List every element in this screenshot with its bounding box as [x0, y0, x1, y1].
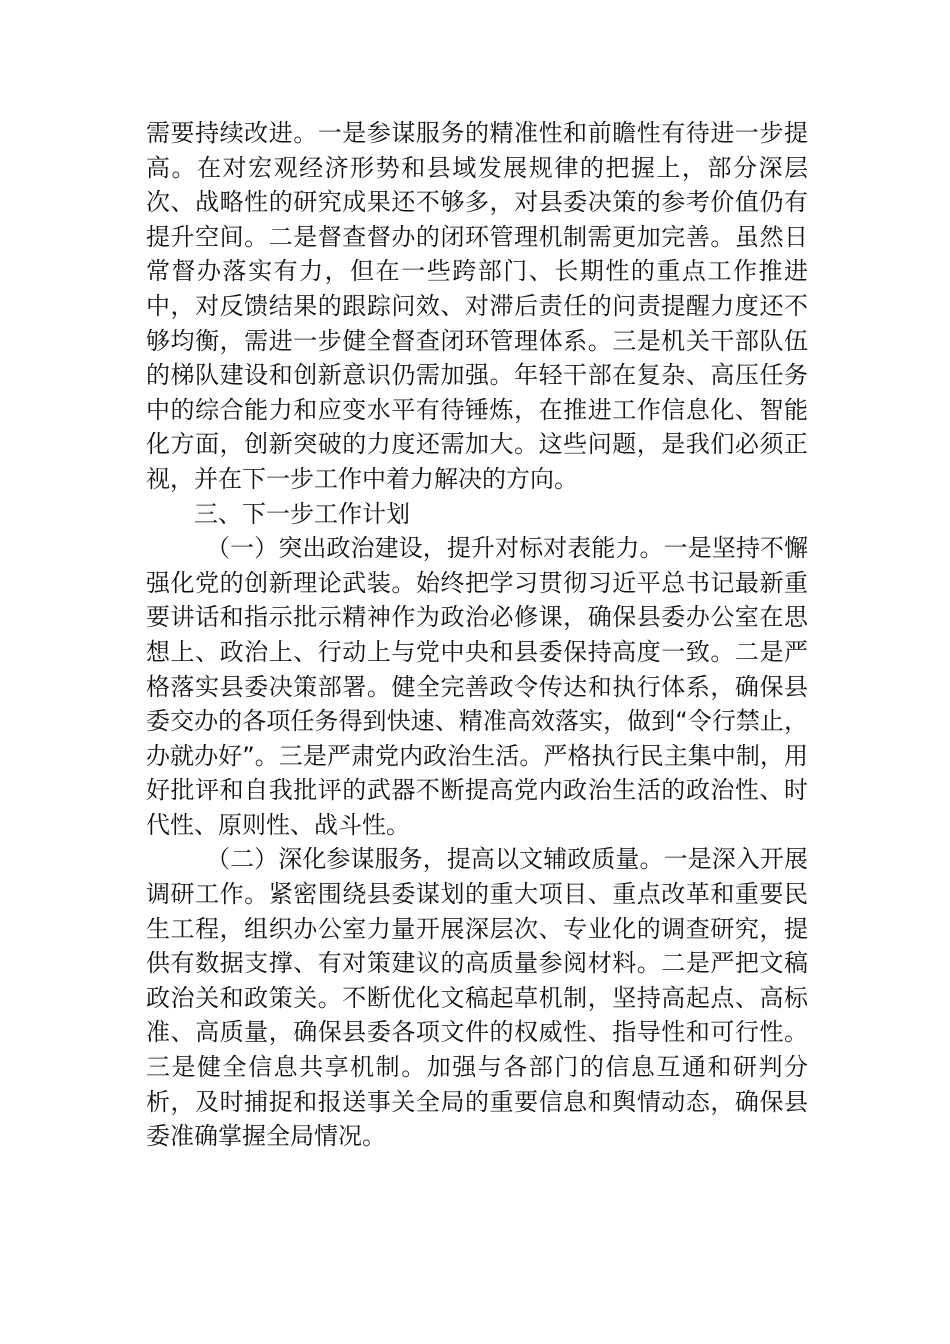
document-body — [146, 116, 808, 1154]
political-building-paragraph: （一）突出政治建设，提升对标对表能力。一是坚持不懈强化党的创新理论武装。始终把学习贯彻习近平总书记最新重要讲话和指示批示精神作为政治必修课，确保县委办公室在思想上、政治上、行动上与党中央和县委保持高度一致。二是严格落实县委决策部署。健全完善政令传达和执行体系，确保县委交办的各项任务得到快速、精准高效落实，做到“令行禁止，办就办好”。三是严肃党内政治生活。严格执行民主集中制，用好批评和自我批评的武器不断提高党内政治生活的政治性、时代性、原则性、战斗性。 — [146, 534, 808, 839]
section-heading: 三、下一步工作计划 — [194, 499, 410, 528]
problems-paragraph: 需要持续改进。一是参谋服务的精准性和前瞻性有待进一步提高。在对宏观经济形势和县域发展规律的把握上，部分深层次、战略性的研究成果还不够多，对县委决策的参考价值仍有提升空间。二是督查督办的闭环管理机制需更加完善。虽然日常督办落实有力，但在一些跨部门、长期性的重点工作推进中，对反馈结果的跟踪问效、对滞后责任的问责提醒力度还不够均衡，需进一步健全督查闭环管理体系。三是机关干部队伍的梯队建设和创新意识仍需加强。年轻干部在复杂、高压任务中的综合能力和应变水平有待锤炼，在推进工作信息化、智能化方面，创新突破的力度还需加大。这些问题，是我们必须正视，并在下一步工作中着力解决的方向。 — [146, 119, 808, 493]
advisory-service-paragraph: （二）深化参谋服务，提高以文辅政质量。一是深入开展调研工作。紧密围绕县委谋划的重大项目、重点改革和重要民生工程，组织办公室力量开展深层次、专业化的调查研究，提供有数据支撑、有对策建议的高质量参阅材料。二是严把文稿政治关和政策关。不断优化文稿起草机制，坚持高起点、高标准、高质量，确保县委各项文件的权威性、指导性和可行性。三是健全信息共享机制。加强与各部门的信息互通和研判分析，及时捕捉和报送事关全局的重要信息和舆情动态，确保县委准确掌握全局情况。 — [146, 845, 808, 1151]
